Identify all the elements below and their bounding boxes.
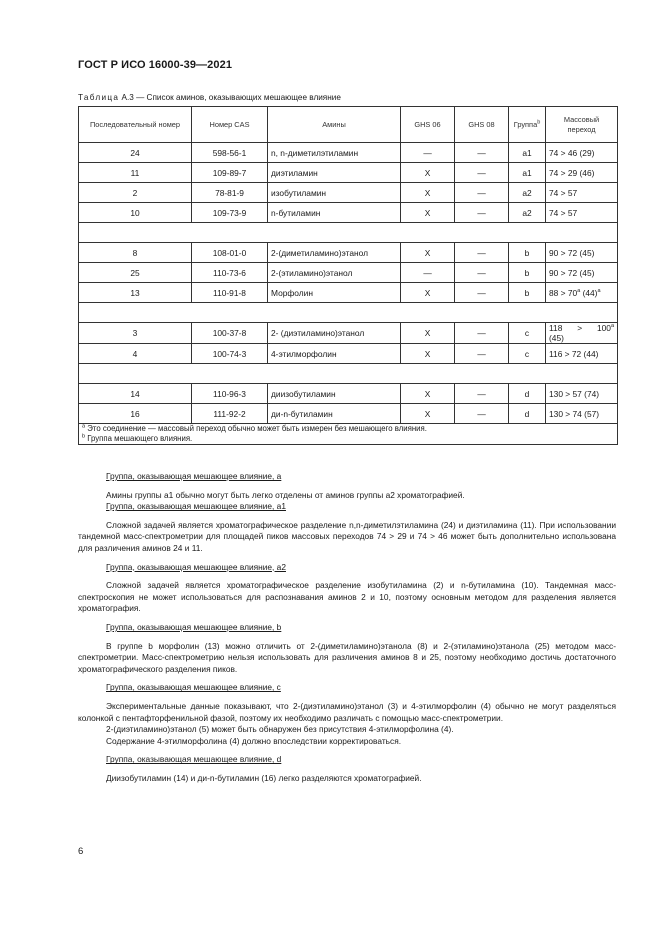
cell-ghs08: —	[455, 283, 509, 303]
cell-ghs08: —	[455, 323, 509, 344]
cell-ghs06: X	[401, 323, 455, 344]
cell-group: a2	[509, 183, 546, 203]
cell-seq: 3	[79, 323, 192, 344]
cell-seq: 14	[79, 384, 192, 404]
paragraph: 2-(диэтиламино)этанол (5) может быть обнаружен без присутствия 4-этилморфолина (4).	[106, 724, 454, 735]
cell-ghs06: X	[401, 203, 455, 223]
cell-seq: 11	[79, 163, 192, 183]
cell-cas: 78-81-9	[192, 183, 268, 203]
section-heading-d: Группа, оказывающая мешающее влияние, d	[106, 754, 282, 765]
table-row	[79, 143, 618, 163]
cell-ghs08: —	[455, 243, 509, 263]
group-separator-row	[79, 364, 618, 384]
cell-seq: 25	[79, 263, 192, 283]
cell-transition: 116 > 72 (44)	[546, 344, 618, 364]
cell-transition: $88 > 70^a$ $(44)^a$	[546, 283, 618, 303]
cell-transition: 74 > 46 (29)	[546, 143, 618, 163]
cell-transition: 74 > 29 (46)	[546, 163, 618, 183]
col-header-ghs06: GHS 06	[401, 107, 455, 143]
cell-group: d	[509, 384, 546, 404]
cell-ghs06: —	[401, 263, 455, 283]
cell-cas: 100-74-3	[192, 344, 268, 364]
table-caption	[78, 93, 341, 102]
table-row	[79, 323, 618, 344]
col-header-cas: Номер CAS	[192, 107, 268, 143]
cell-ghs08: —	[455, 344, 509, 364]
col-header-group: Группа$^b$	[509, 107, 546, 143]
paragraph: Содержание 4-этилморфолина (4) должно впоследствии корректироваться.	[106, 735, 402, 746]
cell-cas: 109-89-7	[192, 163, 268, 183]
table-label: Таблица	[78, 93, 120, 102]
table-row	[79, 404, 618, 424]
cell-ghs06: X	[401, 163, 455, 183]
cell-amine: диэтиламин	[268, 163, 401, 183]
col-header-amine: Амины	[268, 107, 401, 143]
section-heading-a2: Группа, оказывающая мешающее влияние, a2	[106, 561, 286, 572]
cell-cas: 100-37-8	[192, 323, 268, 344]
page-number: 6	[78, 846, 84, 857]
cell-amine: Морфолин	[268, 283, 401, 303]
cell-ghs06: X	[401, 404, 455, 424]
table-row	[79, 243, 618, 263]
section-heading-b: Группа, оказывающая мешающее влияние, b	[106, 621, 282, 632]
cell-ghs08: —	[455, 384, 509, 404]
cell-ghs08: —	[455, 263, 509, 283]
cell-group: a1	[509, 163, 546, 183]
cell-amine: 2-(диметиламино)этанол	[268, 243, 401, 263]
cell-cas: 110-73-6	[192, 263, 268, 283]
col-header-transition: Массовый переход	[546, 107, 618, 143]
cell-seq: 16	[79, 404, 192, 424]
table-title: — Список аминов, оказывающих мешающее влияние	[136, 93, 341, 102]
group-separator-row	[79, 223, 618, 243]
paragraph: В группе b морфолин (13) можно отличить от 2-(диметиламино)этанола (8) и 2-(этиламино)этанола (25) методом масс-спектрометрии. Масс-спектрометрию нельзя использовать для различения аминов 8 и 25, поэтому необходимо достичь достаточного хроматографического разделения пиков.	[78, 640, 616, 674]
cell-amine: n, n-диметилэтиламин	[268, 143, 401, 163]
cell-transition: 74 > 57	[546, 183, 618, 203]
paragraph: Сложной задачей является хроматографическое разделение изобутиламина (2) и n-бутиламина (10). Тандемная масс-спектроскопия не может использоваться для распознавания аминов 2 и 10, поэтому основным методом для разделения является хроматография.	[78, 580, 616, 614]
cell-amine: 2-(этиламино)этанол	[268, 263, 401, 283]
cell-ghs06: X	[401, 283, 455, 303]
cell-seq: 8	[79, 243, 192, 263]
table-row	[79, 283, 618, 303]
amines-table	[78, 106, 618, 445]
cell-amine: 4-этилморфолин	[268, 344, 401, 364]
footnote-b: $^b$ Группа мешающего влияния.	[82, 433, 193, 443]
cell-ghs08: —	[455, 404, 509, 424]
cell-ghs06: —	[401, 143, 455, 163]
table-header-row	[79, 107, 618, 143]
cell-transition: 90 > 72 (45)	[546, 263, 618, 283]
cell-ghs08: —	[455, 203, 509, 223]
cell-group: c	[509, 323, 546, 344]
table-row	[79, 384, 618, 404]
document-header: ГОСТ Р ИСО 16000-39—2021	[78, 59, 233, 71]
cell-seq: 2	[79, 183, 192, 203]
table-notes-row	[79, 424, 618, 445]
cell-transition: $118 > 100^a$ (45)	[546, 323, 618, 344]
cell-ghs08: —	[455, 183, 509, 203]
cell-cas: 109-73-9	[192, 203, 268, 223]
cell-group: c	[509, 344, 546, 364]
cell-ghs06: X	[401, 344, 455, 364]
cell-cas: 598-56-1	[192, 143, 268, 163]
cell-amine: изобутиламин	[268, 183, 401, 203]
cell-seq: 13	[79, 283, 192, 303]
cell-ghs08: —	[455, 163, 509, 183]
footnote-a: $^a$ Это соединение — массовый переход обычно может быть измерен без мешающего влияния.	[82, 423, 427, 433]
body-text	[78, 471, 616, 784]
paragraph: Экспериментальные данные показывают, что 2-(диэтиламино)этанол (3) и 4-этилморфолин (4) обычно не могут разделяться колонкой с пентафторфенильной фазой, поэтому их необходимо различать с помощью масс-спектрометрии.	[78, 700, 616, 723]
cell-cas: 108-01-0	[192, 243, 268, 263]
table-number: А.3	[121, 93, 134, 102]
cell-cas: 110-91-8	[192, 283, 268, 303]
section-heading-a: Группа, оказывающая мешающее влияние, a	[106, 471, 282, 481]
cell-group: b	[509, 263, 546, 283]
section-heading-a1: Группа, оказывающая мешающее влияние, a1	[106, 501, 286, 512]
cell-seq: 4	[79, 344, 192, 364]
cell-amine: 2- (диэтиламино)этанол	[268, 323, 401, 344]
cell-ghs08: —	[455, 143, 509, 163]
cell-group: b	[509, 243, 546, 263]
cell-cas: 111-92-2	[192, 404, 268, 424]
cell-transition: 90 > 72 (45)	[546, 243, 618, 263]
table-row	[79, 203, 618, 223]
cell-transition: 130 > 74 (57)	[546, 404, 618, 424]
paragraph: Диизобутиламин (14) и ди-n-бутиламин (16) легко разделяются хроматографией.	[106, 772, 422, 783]
cell-amine: n-бутиламин	[268, 203, 401, 223]
cell-seq: 24	[79, 143, 192, 163]
group-separator-row	[79, 303, 618, 323]
cell-seq: 10	[79, 203, 192, 223]
cell-group: a1	[509, 143, 546, 163]
paragraph: Амины группы a1 обычно могут быть легко отделены от аминов группы a2 хроматографией.	[106, 489, 465, 500]
cell-group: a2	[509, 203, 546, 223]
cell-group: b	[509, 283, 546, 303]
cell-ghs06: X	[401, 384, 455, 404]
section-heading-c: Группа, оказывающая мешающее влияние, c	[106, 682, 281, 693]
col-header-ghs08: GHS 08	[455, 107, 509, 143]
table-row	[79, 263, 618, 283]
table-row	[79, 163, 618, 183]
cell-amine: ди-n-бутиламин	[268, 404, 401, 424]
cell-amine: диизобутиламин	[268, 384, 401, 404]
col-header-seq: Последовательный номер	[79, 107, 192, 143]
cell-group: d	[509, 404, 546, 424]
cell-ghs06: X	[401, 183, 455, 203]
cell-transition: 130 > 57 (74)	[546, 384, 618, 404]
cell-ghs06: X	[401, 243, 455, 263]
paragraph: Сложной задачей является хроматографическое разделение n,n-диметилэтиламина (24) и диэтиламина (11). При использовании тандемной масс-спектрометрии для площадей пиков массовых переходов 74 > 29 и 74 > 46 может быть дополнительно использована для различения аминов 24 и 11.	[78, 519, 616, 553]
table-row	[79, 183, 618, 203]
cell-cas: 110-96-3	[192, 384, 268, 404]
table-row	[79, 344, 618, 364]
cell-transition: 74 > 57	[546, 203, 618, 223]
